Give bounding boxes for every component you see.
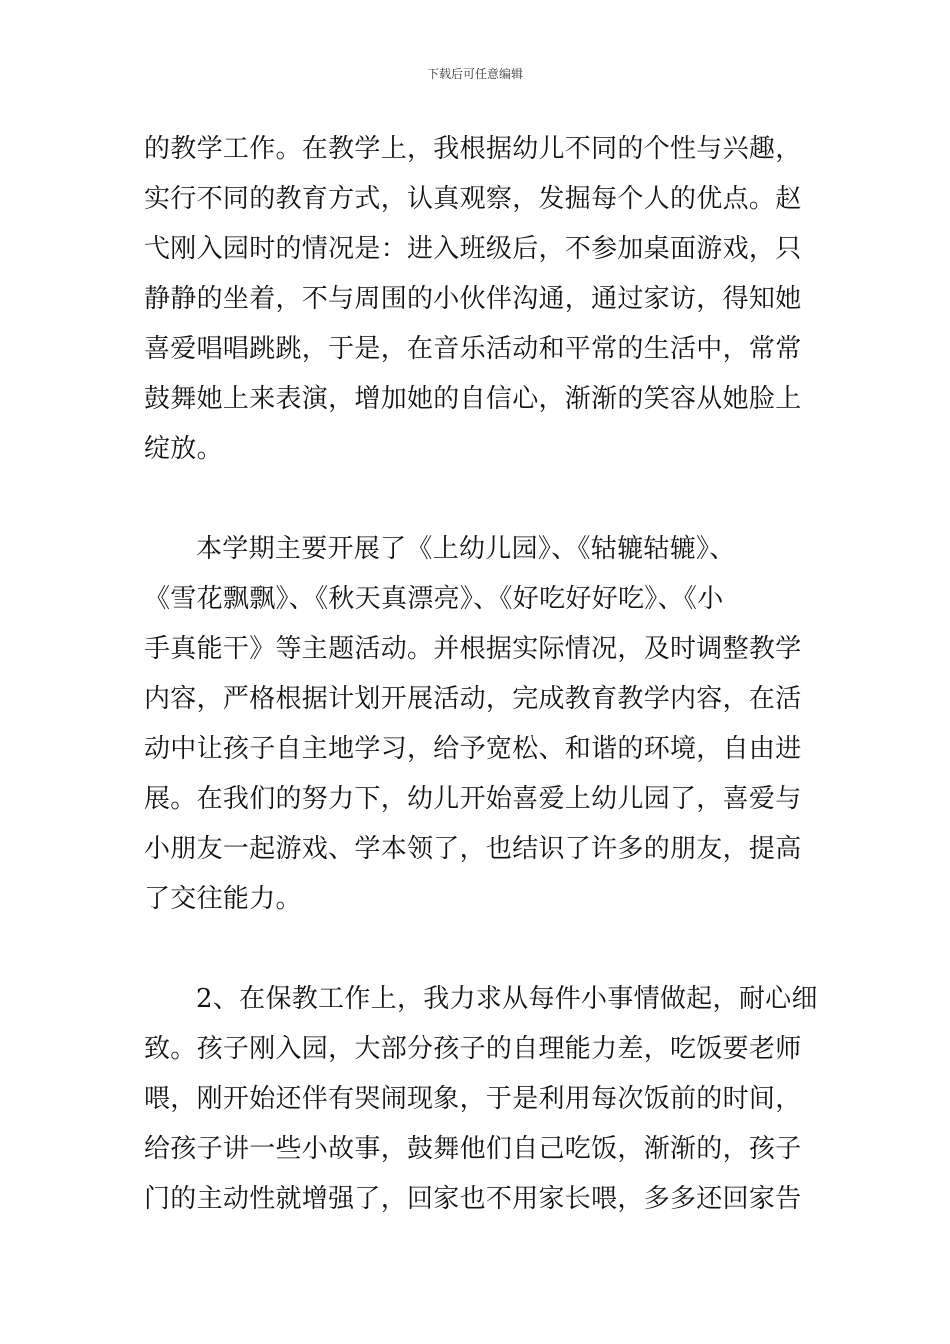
document-body xyxy=(144,124,818,1224)
text-line: 喂，刚开始还伴有哭闹现象，于是利用每次饭前的时间， xyxy=(144,1084,802,1114)
text-line: 展。在我们的努力下，幼儿开始喜爱上幼儿园了，喜爱与 xyxy=(144,784,802,814)
text-line: 绽放。 xyxy=(144,434,223,464)
text-line: 门的主动性就增强了，回家也不用家长喂，多多还回家告 xyxy=(144,1184,802,1214)
text-line: 静静的坐着，不与周围的小伙伴沟通，通过家访，得知她 xyxy=(144,284,802,314)
text-line: 鼓舞她上来表演，增加她的自信心，渐渐的笑容从她脸上 xyxy=(144,384,802,414)
paragraph-spacer xyxy=(144,924,814,974)
text-line: 动中让孩子自主地学习，给予宽松、和谐的环境，自由进 xyxy=(144,734,802,764)
text-line: 实行不同的教育方式，认真观察，发掘每个人的优点。赵 xyxy=(144,184,802,214)
text-line: 手真能干》等主题活动。并根据实际情况，及时调整教学 xyxy=(144,634,802,664)
text-line: 内容，严格根据计划开展活动，完成教育教学内容，在活 xyxy=(144,684,802,714)
paragraph-2 xyxy=(144,524,814,924)
text-line: 《雪花飘飘》、《秋天真漂亮》、《好吃好好吃》、《小 xyxy=(144,584,724,614)
text-line: 弋刚入园时的情况是：进入班级后，不参加桌面游戏，只 xyxy=(144,234,802,264)
text-line: 本学期主要开展了《上幼儿园》、《轱辘轱辘》、 xyxy=(196,534,736,564)
text-line: 小朋友一起游戏、学本领了，也结识了许多的朋友，提高 xyxy=(144,834,802,864)
text-line: 了交往能力。 xyxy=(144,884,302,914)
text-line: 2、在保教工作上，我力求从每件小事情做起，耐心细 xyxy=(196,984,818,1014)
paragraph-spacer xyxy=(144,474,814,524)
text-line: 致。孩子刚入园，大部分孩子的自理能力差，吃饭要老师 xyxy=(144,1034,802,1064)
paragraph-1 xyxy=(144,124,814,474)
text-line: 喜爱唱唱跳跳，于是，在音乐活动和平常的生活中，常常 xyxy=(144,334,802,364)
text-line: 的教学工作。在教学上，我根据幼儿不同的个性与兴趣， xyxy=(144,134,802,164)
text-line: 给孩子讲一些小故事，鼓舞他们自己吃饭，渐渐的，孩子 xyxy=(144,1134,802,1164)
page-header: 下载后可任意编辑 xyxy=(426,67,523,81)
paragraph-3 xyxy=(144,974,818,1224)
